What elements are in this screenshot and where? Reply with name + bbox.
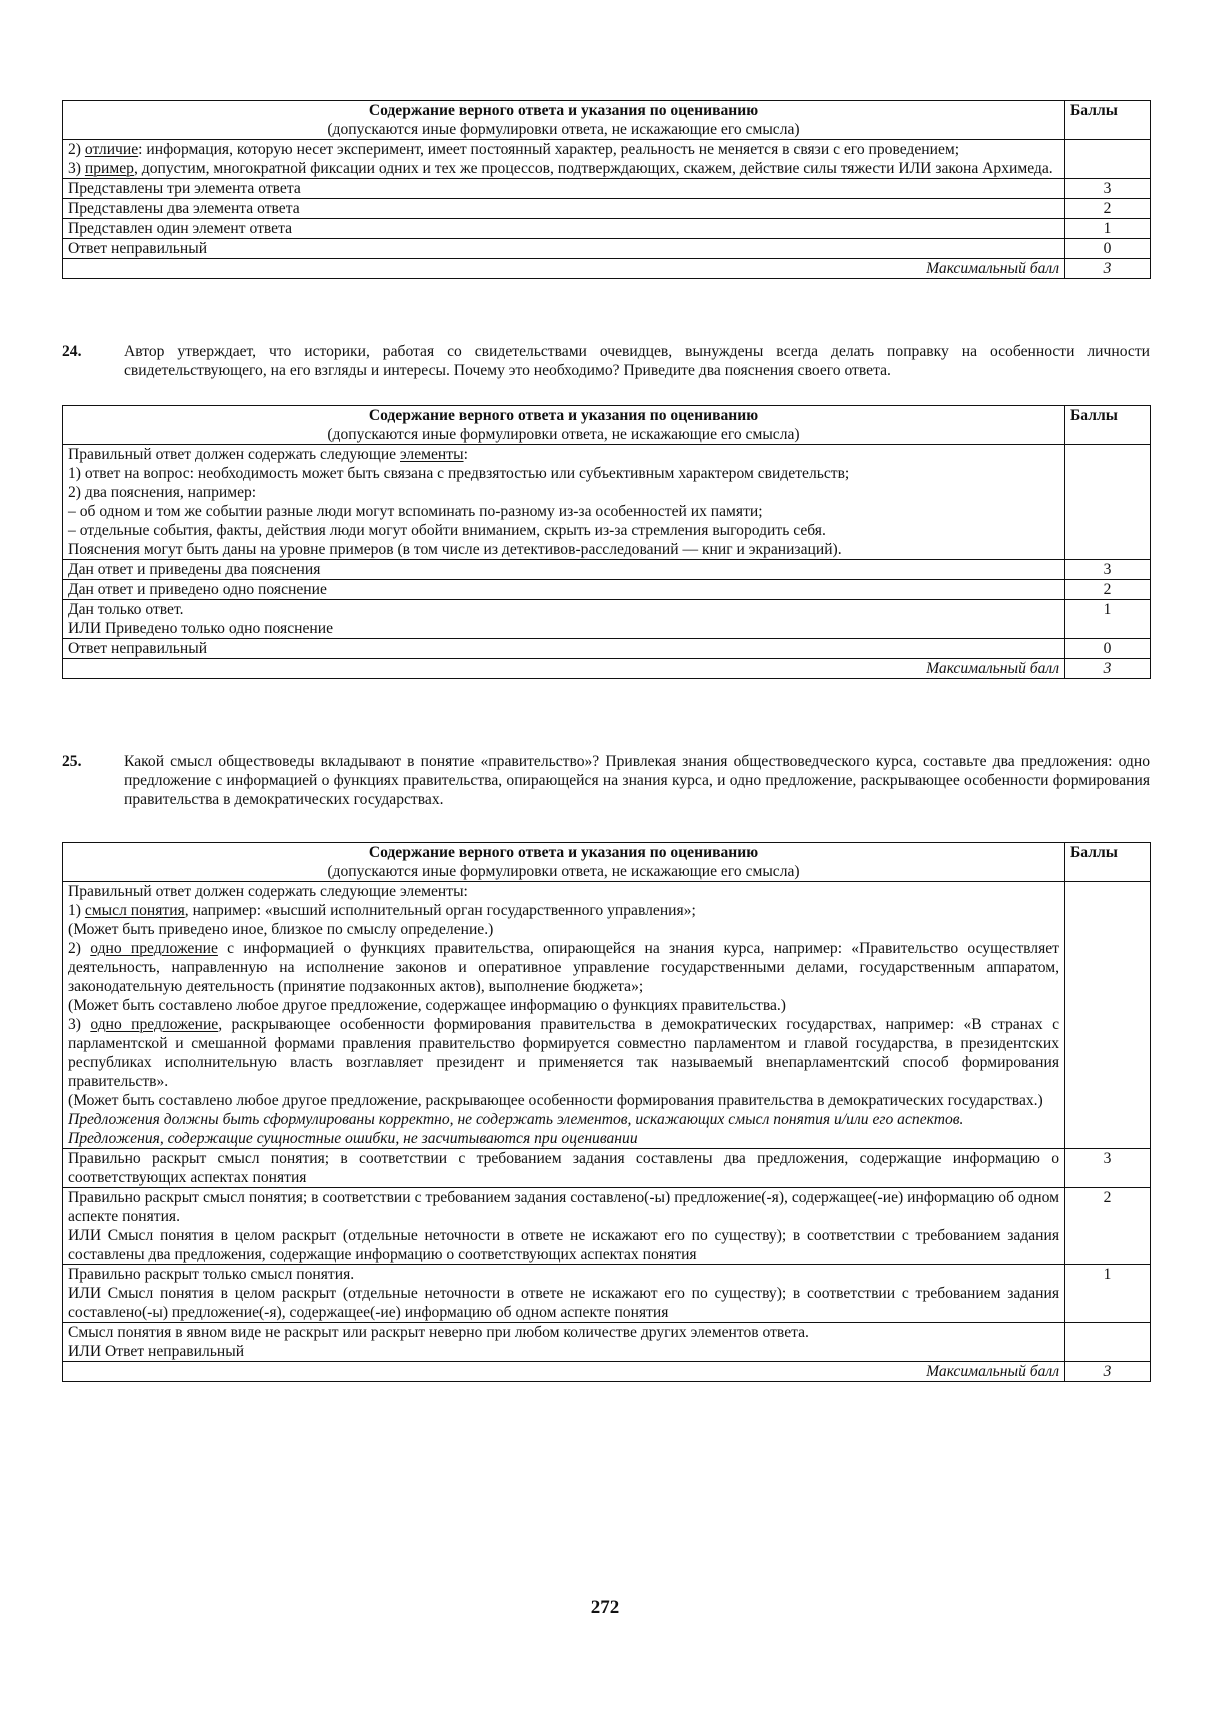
criteria-table-q24 [62, 405, 1151, 679]
criterion-text: Представлены два элемента ответа [63, 199, 1065, 219]
criterion-text: Дан ответ и приведено одно пояснение [63, 580, 1065, 600]
content-line: 2) два пояснения, например: [68, 484, 257, 501]
content-line: – об одном и том же событии разные люди могут вспоминать по-разному из-за особенностей их памяти; [68, 503, 763, 520]
criterion-text: Правильно раскрыт только смысл понятия. ИЛИ Смысл понятия в целом раскрыт (отдельные неточности в ответе не искажают его по существу); в соответствии с требованием задания составлено(-ы) предложение(-я), содержащее(-ие) информацию об одном аспекте понятия [63, 1265, 1065, 1323]
criterion-row [63, 219, 1151, 239]
content-row [63, 882, 1151, 1149]
score-header: Баллы [1065, 843, 1151, 882]
criterion-text: Представлен один элемент ответа [63, 219, 1065, 239]
max-score-label: Максимальный балл [63, 1362, 1065, 1382]
score-header: Баллы [1065, 101, 1151, 140]
criterion-text: Дан только ответ. ИЛИ Приведено только одно пояснение [63, 600, 1065, 639]
max-score-label: Максимальный балл [63, 659, 1065, 679]
criterion-text: Смысл понятия в явном виде не раскрыт или раскрыт неверно при любом количестве других элементов ответа. ИЛИ Ответ неправильный [63, 1323, 1065, 1362]
content-line: 1) смысл понятия, например: «высший исполнительный орган государственного управления»; [68, 902, 696, 919]
content-line: 3) пример, допустим, многократной фиксации одних и тех же процессов, подтверждающих, скажем, действие силы тяжести ИЛИ закона Архимеда. [68, 160, 1053, 177]
score-header: Баллы [1065, 406, 1151, 445]
question-text: Автор утверждает, что историки, работая со свидетельствами очевидцев, вынуждены всегда делать поправку на особенности личности свидетельствующего, на его взгляды и интересы. Почему это необходимо? Приведите два пояснения своего ответа. [124, 343, 1150, 379]
content-line: – отдельные события, факты, действия люди могут обойти вниманием, скрыть из-за стремления выгородить себя. [68, 522, 826, 539]
content-row [63, 445, 1151, 560]
criterion-score: 3 [1065, 179, 1151, 199]
header-subtitle: (допускаются иные формулировки ответа, не искажающие его смысла) [327, 863, 800, 880]
header-subtitle: (допускаются иные формулировки ответа, не искажающие его смысла) [327, 426, 800, 443]
content-line: 1) ответ на вопрос: необходимость может быть связана с предвзятостью или субъективным характером свидетельств; [68, 465, 850, 482]
criterion-row [63, 1149, 1151, 1188]
criterion-text: Правильно раскрыт смысл понятия; в соответствии с требованием задания составлено(-ы) предложение(-я), содержащее(-ие) информацию об одном аспекте понятия. ИЛИ Смысл понятия в целом раскрыт (отдельные неточности в ответе не искажают его по существу); в соответствии с требованием задания составлены два предложения, содержащие информацию о соответствующих аспектах понятия [63, 1188, 1065, 1265]
max-score-label: Максимальный балл [63, 259, 1065, 279]
criterion-score: 3 [1065, 1149, 1151, 1188]
header-title: Содержание верного ответа и указания по оцениванию [368, 102, 759, 119]
header-cell [63, 406, 1065, 445]
question-24 [62, 342, 1150, 380]
criteria-table-q23 [62, 100, 1151, 279]
content-line: Правильный ответ должен содержать следующие элементы: [68, 883, 468, 900]
criterion-score: 1 [1065, 1265, 1151, 1323]
criterion-score: 1 [1065, 219, 1151, 239]
content-line: Правильный ответ должен содержать следующие элементы: [68, 446, 468, 463]
table-header-row [63, 101, 1151, 140]
criterion-score: 0 [1065, 239, 1151, 259]
criterion-score: 2 [1065, 1188, 1151, 1265]
max-score-value: 3 [1065, 659, 1151, 679]
max-score-value: 3 [1065, 1362, 1151, 1382]
question-number: 24. [62, 343, 82, 360]
header-title: Содержание верного ответа и указания по оцениванию [368, 844, 759, 861]
question-text: Какой смысл обществоведы вкладывают в понятие «правительство»? Привлекая знания обществоведческого курса, составьте два предложения: одно предложение с информацией о функциях правительства, опирающейся на знания курса, и одно предложение, раскрывающее особенности формирования правительства в демократических государствах. [124, 753, 1150, 808]
criterion-score: 0 [1065, 639, 1151, 659]
content-note-italic: Предложения должны быть сформулированы корректно, не содержать элементов, искажающих смысл понятия и/или его аспектов. [68, 1111, 964, 1128]
criterion-score [1065, 1323, 1151, 1362]
criterion-score: 2 [1065, 580, 1151, 600]
header-subtitle: (допускаются иные формулировки ответа, не искажающие его смысла) [327, 121, 800, 138]
criterion-score: 3 [1065, 560, 1151, 580]
content-line: (Может быть составлено любое другое предложение, раскрывающее особенности формирования правительства в демократических государствах.) [68, 1092, 1043, 1109]
answer-content [63, 140, 1065, 179]
answer-content [63, 882, 1065, 1149]
criterion-row [63, 560, 1151, 580]
criterion-row [63, 1188, 1151, 1265]
table-header-row [63, 406, 1151, 445]
criterion-row [63, 179, 1151, 199]
content-line: (Может быть приведено иное, близкое по смыслу определение.) [68, 921, 494, 938]
criterion-row [63, 1265, 1151, 1323]
criteria-table-q25 [62, 842, 1151, 1382]
content-line: 3) одно предложение, раскрывающее особенности формирования правительства в демократических государствах, например: «В странах с парламентской и смешанной формами правления правительство формируется совместно парламентом и главой государства, в президентских республиках исполнительную власть возглавляет президент и применяется так называемый внепарламентский способ формирования правительств». [68, 1016, 1060, 1090]
content-line: Пояснения могут быть даны на уровне примеров (в том числе из детективов-расследований — книг и экранизаций). [68, 541, 842, 558]
criterion-text: Ответ неправильный [63, 239, 1065, 259]
content-note-italic: Предложения, содержащие сущностные ошибки, не засчитываются при оценивании [68, 1130, 638, 1147]
answer-content [63, 445, 1065, 560]
content-line: 2) одно предложение с информацией о функциях правительства, опирающейся на знания курса, например: «Правительство осуществляет деятельность, направленную на исполнение законов и оперативное управление государственными делами, государственным аппаратом, законодательную деятельность (принятие подзаконных актов), выполнение бюджета»; [68, 940, 1059, 995]
page-number: 272 [590, 1597, 620, 1618]
criterion-text: Представлены три элемента ответа [63, 179, 1065, 199]
table-header-row [63, 843, 1151, 882]
criterion-row [63, 239, 1151, 259]
header-cell [63, 843, 1065, 882]
content-line: (Может быть составлено любое другое предложение, содержащее информацию о функциях правительства.) [68, 997, 786, 1014]
max-score-row [63, 259, 1151, 279]
question-25 [62, 752, 1150, 809]
question-number: 25. [62, 753, 82, 770]
criterion-row [63, 1323, 1151, 1362]
criterion-score: 1 [1065, 600, 1151, 639]
max-score-row [63, 1362, 1151, 1382]
criterion-text: Правильно раскрыт смысл понятия; в соответствии с требованием задания составлены два предложения, содержащие информацию о соответствующих аспектах понятия [63, 1149, 1065, 1188]
criterion-row [63, 600, 1151, 639]
criterion-row [63, 580, 1151, 600]
max-score-value: 3 [1065, 259, 1151, 279]
criterion-score: 2 [1065, 199, 1151, 219]
header-cell [63, 101, 1065, 140]
content-line: 2) отличие: информация, которую несет эксперимент, имеет постоянный характер, реальность не меняется в связи с его проведением; [68, 141, 960, 158]
criterion-row [63, 199, 1151, 219]
criterion-text: Дан ответ и приведены два пояснения [63, 560, 1065, 580]
criterion-text: Ответ неправильный [63, 639, 1065, 659]
content-row [63, 140, 1151, 179]
max-score-row [63, 659, 1151, 679]
criterion-row [63, 639, 1151, 659]
header-title: Содержание верного ответа и указания по оцениванию [368, 407, 759, 424]
